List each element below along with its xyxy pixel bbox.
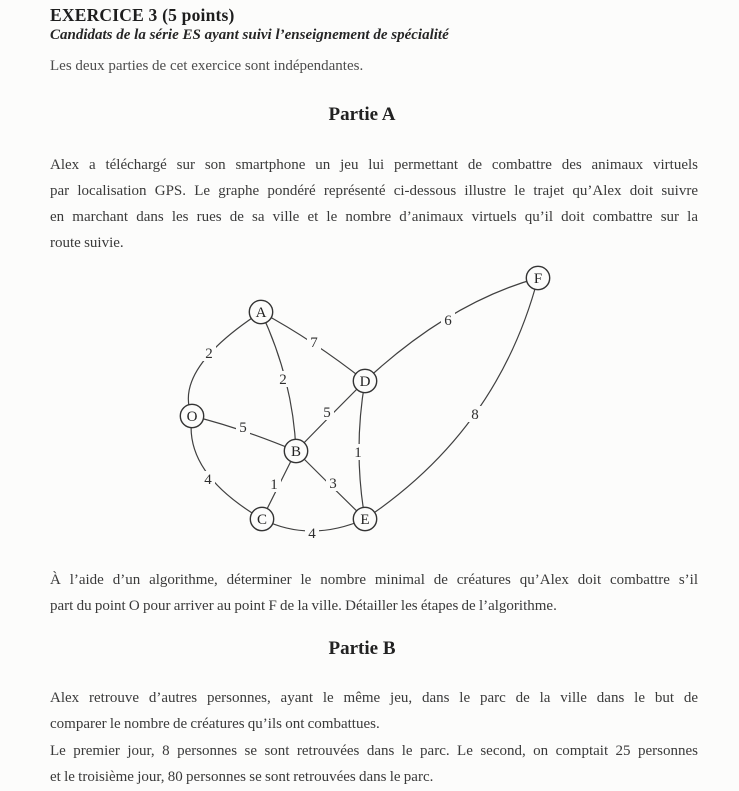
- graph-node-label-O: O: [186, 409, 198, 425]
- text-line: et le troisième jour, 80 personnes se sont retrouvées dans le parc.: [50, 769, 434, 785]
- partie-a-question: [50, 567, 698, 619]
- edge-weight-B-E: 3: [329, 476, 337, 492]
- text-line: en marchant dans les rues de sa ville et le nombre d’animaux virtuels qu’il doit combattre sur la: [50, 209, 698, 225]
- edge-weight-D-F: 6: [444, 313, 452, 329]
- text-line: Alex a téléchargé sur son smartphone un jeu lui permettant de combattre des animaux virtuels: [50, 157, 698, 173]
- graph-node-label-D: D: [359, 374, 371, 390]
- partie-b-paragraph-2: [50, 738, 698, 790]
- edge-weight-B-D: 5: [323, 405, 331, 421]
- graph-node-label-A: A: [255, 305, 267, 321]
- edge-weight-D-E: 1: [354, 445, 362, 461]
- edge-weight-O-B: 5: [239, 420, 247, 436]
- partie-a-heading: Partie A: [328, 104, 396, 125]
- edge-O-A: [188, 312, 261, 416]
- intro-note: Les deux parties de cet exercice sont indépendantes.: [50, 58, 364, 74]
- edge-D-F: [365, 278, 538, 381]
- text-line: part du point O pour arriver au point F de la ville. Détailler les étapes de l’algorithme.: [50, 598, 557, 614]
- graph-node-label-B: B: [290, 444, 302, 460]
- text-line: Le premier jour, 8 personnes se sont retrouvées dans le parc. Le second, on comptait 25 personnes: [50, 743, 698, 759]
- graph-node-label-C: C: [256, 512, 268, 528]
- text-line: route suivie.: [50, 235, 124, 251]
- edge-weight-O-A: 2: [205, 346, 213, 362]
- graph-node-label-E: E: [360, 512, 370, 528]
- edge-weight-A-D: 7: [310, 335, 318, 351]
- route-graph: [140, 250, 580, 550]
- edge-weight-A-B: 2: [279, 372, 287, 388]
- text-line: comparer le nombre de créatures qu’ils ont combattues.: [50, 716, 380, 732]
- edge-O-C: [191, 416, 262, 519]
- partie-b-paragraph-1: [50, 685, 698, 737]
- partie-b-heading: Partie B: [328, 638, 396, 659]
- edge-weight-E-F: 8: [471, 407, 479, 423]
- edge-weight-O-C: 4: [204, 472, 212, 488]
- text-line: Alex retrouve d’autres personnes, ayant le même jeu, dans le parc de la ville dans le but de: [50, 690, 698, 706]
- exercise-subtitle: Candidats de la série ES ayant suivi l’enseignement de spécialité: [50, 27, 449, 43]
- edge-weight-C-E: 4: [308, 526, 316, 542]
- exercise-title: EXERCICE 3 (5 points): [50, 5, 235, 25]
- graph-node-label-F: F: [533, 271, 543, 287]
- text-line: À l’aide d’un algorithme, déterminer le nombre minimal de créatures qu’Alex doit combattre s’il: [50, 572, 698, 588]
- partie-a-paragraph: [50, 152, 698, 256]
- edge-weight-B-C: 1: [270, 477, 278, 493]
- text-line: par localisation GPS. Le graphe pondéré représenté ci-dessous illustre le trajet qu’Alex doit suivre: [50, 183, 698, 199]
